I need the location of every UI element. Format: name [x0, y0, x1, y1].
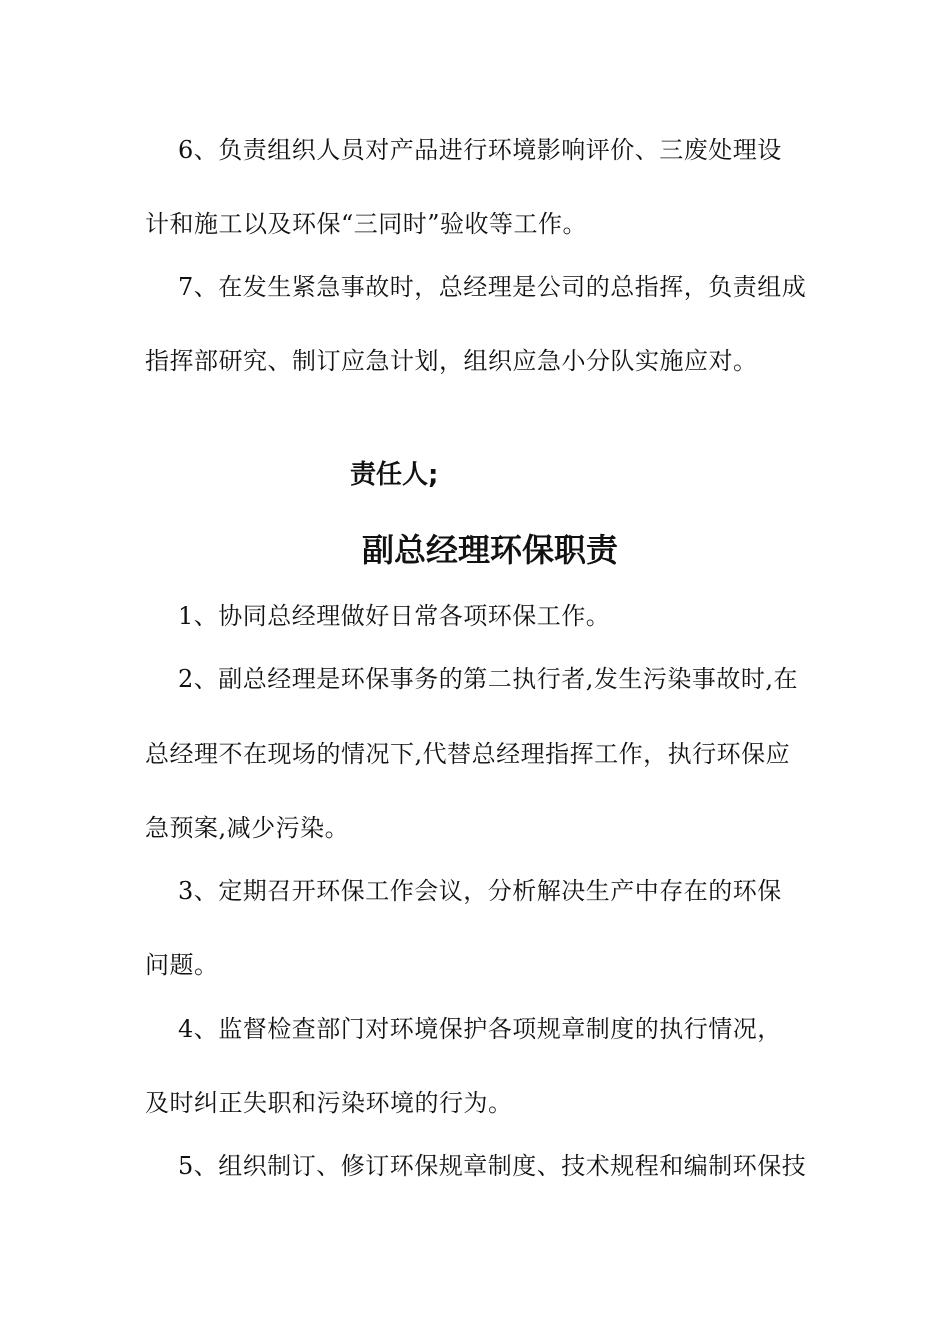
item-4-line-2: 及时纠正失职和污染环境的行为。: [145, 1089, 513, 1117]
item-3-line-1: 3、定期召开环保工作会议，分析解决生产中存在的环保: [178, 877, 782, 905]
item-2-line-2: 总经理不在现场的情况下,代替总经理指挥工作，执行环保应: [145, 740, 791, 768]
paragraph-7-line-1: 7、在发生紧急事故时，总经理是公司的总指挥，负责组成: [178, 273, 807, 301]
section-title: 副总经理环保职责: [361, 531, 618, 569]
paragraph-6-line-1: 6、负责组织人员对产品进行环境影响评价、三废处理设: [178, 136, 782, 164]
item-3-line-2: 问题。: [145, 951, 219, 979]
item-2-line-3: 急预案,减少污染。: [145, 814, 350, 842]
item-2-line-1: 2、副总经理是环保事务的第二执行者,发生污染事故时,在: [178, 665, 799, 693]
responsible-person-label: 责任人;: [350, 460, 439, 490]
item-5-line-1: 5、组织制订、修订环保规章制度、技术规程和编制环保技: [178, 1152, 807, 1180]
item-4-line-1: 4、监督检查部门对环境保护各项规章制度的执行情况，: [178, 1015, 782, 1043]
item-1-line-1: 1、协同总经理做好日常各项环保工作。: [178, 602, 611, 630]
paragraph-7-line-2: 指挥部研究、制订应急计划，组织应急小分队实施应对。: [145, 347, 758, 375]
paragraph-6-line-2: 计和施工以及环保“三同时”验收等工作。: [145, 210, 588, 238]
